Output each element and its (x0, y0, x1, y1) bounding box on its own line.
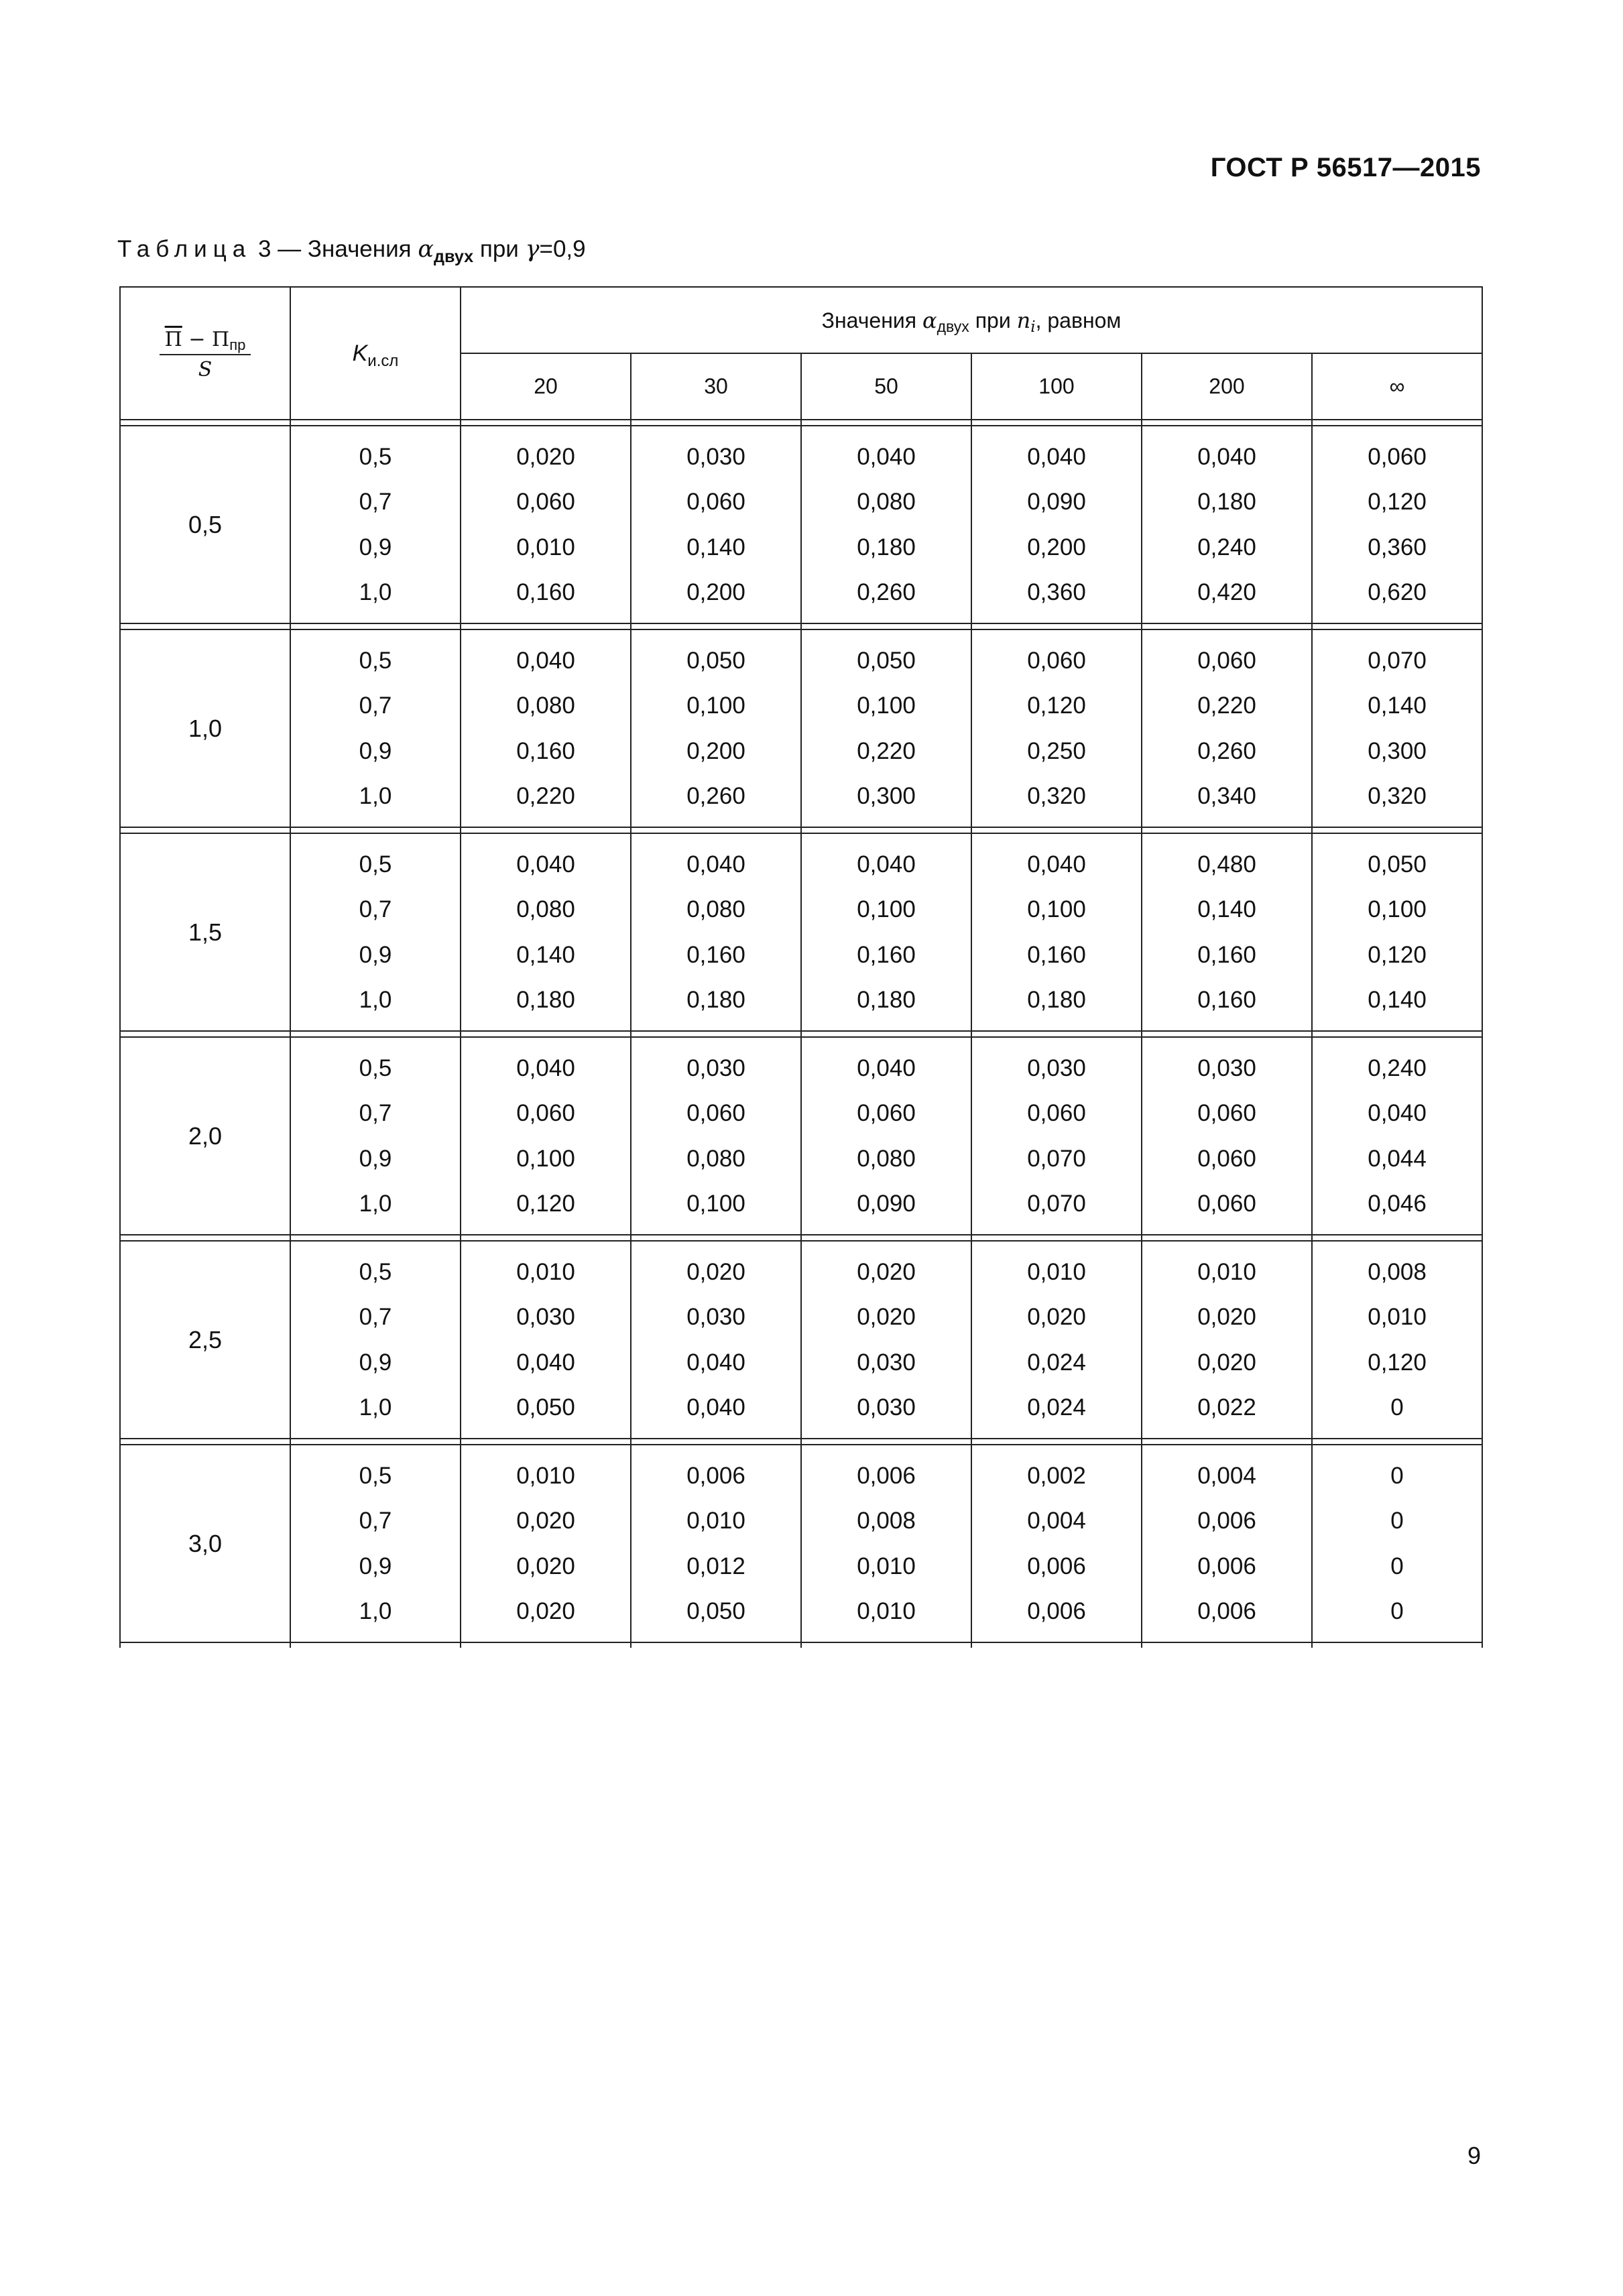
caption-text-before: Значения (307, 236, 412, 262)
alpha-value: 0,220 (516, 783, 575, 809)
alpha-values-cell (801, 1445, 971, 1642)
table-row-group (120, 1445, 1482, 1642)
span-header-n: n (1016, 307, 1031, 333)
alpha-value: 0,070 (1368, 647, 1427, 674)
alpha-value: 0,010 (857, 1553, 916, 1579)
alpha-value: 0,020 (857, 1258, 916, 1285)
group-separator (120, 1235, 1482, 1241)
alpha-value: 0,050 (1368, 851, 1427, 878)
alpha-values-cell (971, 1241, 1142, 1439)
alpha-value: 0,006 (1197, 1553, 1256, 1579)
alpha-value: 0,080 (516, 692, 575, 719)
k-values-cell (290, 1037, 461, 1235)
k-value: 0,7 (359, 692, 392, 719)
alpha-value: 0,260 (1197, 737, 1256, 764)
alpha-value: 0,040 (1368, 1100, 1427, 1126)
alpha-values-cell (1142, 1037, 1312, 1235)
alpha-value: 0,020 (1197, 1349, 1256, 1376)
alpha-value: 0,006 (1027, 1598, 1086, 1624)
k-values-cell (290, 426, 461, 623)
alpha-value: 0,004 (1197, 1462, 1256, 1489)
k-values-cell (290, 1241, 461, 1439)
alpha-value: 0,100 (857, 896, 916, 922)
alpha-values-cell (1142, 1445, 1312, 1642)
alpha-value: 0,012 (686, 1553, 745, 1579)
alpha-value: 0,200 (686, 579, 745, 605)
alpha-value: 0,220 (1197, 692, 1256, 719)
k-value: 0,7 (359, 1304, 392, 1330)
alpha-value: 0,160 (516, 737, 575, 764)
alpha-value: 0,040 (686, 1349, 745, 1376)
span-header-text-mid: при (975, 308, 1011, 333)
alpha-value: 0,022 (1197, 1394, 1256, 1421)
k-value: 0,9 (359, 737, 392, 764)
alpha-value: 0,030 (1197, 1054, 1256, 1081)
k-value: 0,7 (359, 489, 392, 515)
alpha-value: 0 (1390, 1394, 1404, 1421)
alpha-value: 0,004 (1027, 1508, 1086, 1534)
alpha-values-cell (461, 629, 631, 827)
alpha-value: 0,260 (857, 579, 916, 605)
alpha-value: 0,006 (857, 1462, 916, 1489)
caption-word: Таблица (117, 236, 252, 262)
alpha-value: 0,060 (1368, 443, 1427, 470)
alpha-value: 0,100 (686, 1191, 745, 1217)
k-value: 0,7 (359, 1508, 392, 1534)
alpha-values-cell (1142, 629, 1312, 827)
alpha-value: 0,030 (516, 1304, 575, 1330)
k-values-cell (290, 629, 461, 827)
k-value: 0,5 (359, 851, 392, 878)
span-header-alpha: α (922, 307, 937, 333)
ratio-cell: 2,0 (120, 1037, 290, 1235)
table-body (120, 420, 1482, 1648)
alpha-value: 0,050 (857, 647, 916, 674)
alpha-values-cell (1312, 629, 1482, 827)
group-separator (120, 1031, 1482, 1037)
alpha-value: 0,140 (1197, 896, 1256, 922)
alpha-values-cell (971, 629, 1142, 827)
caption-text-mid: при (479, 236, 519, 262)
caption-dash: — (278, 236, 302, 262)
k-value: 0,5 (359, 1462, 392, 1489)
alpha-value: 0,100 (1027, 896, 1086, 922)
alpha-values-cell (801, 1241, 971, 1439)
alpha-values-cell (1312, 1241, 1482, 1439)
alpha-value: 0,060 (1197, 647, 1256, 674)
group-separator (120, 420, 1482, 426)
table-row-group (120, 629, 1482, 827)
alpha-value: 0,180 (686, 987, 745, 1013)
alpha-value: 0,040 (516, 851, 575, 878)
k-header-sub: и.сл (367, 352, 399, 370)
ratio-header-numerator-sub: пр (229, 337, 246, 353)
caption-gamma: γ (525, 236, 540, 263)
alpha-value: 0,060 (1197, 1145, 1256, 1172)
alpha-value: 0,320 (1368, 783, 1427, 809)
table-caption (117, 236, 586, 266)
alpha-value: 0,020 (516, 1598, 575, 1624)
alpha-value: 0,100 (516, 1145, 575, 1172)
alpha-value: 0,360 (1368, 534, 1427, 560)
alpha-values-cell (1312, 426, 1482, 623)
alpha-value: 0,080 (857, 1145, 916, 1172)
alpha-value: 0,090 (857, 1191, 916, 1217)
alpha-values-cell (971, 426, 1142, 623)
span-header-text-before: Значения (821, 308, 917, 333)
alpha-value: 0,010 (1197, 1258, 1256, 1285)
alpha-values-cell (1312, 1037, 1482, 1235)
alpha-value: 0,006 (686, 1462, 745, 1489)
alpha-value: 0,160 (1197, 941, 1256, 968)
alpha-values-cell (461, 1445, 631, 1642)
alpha-value: 0,040 (1027, 851, 1086, 878)
alpha-value: 0,240 (1368, 1054, 1427, 1081)
k-value: 1,0 (359, 1394, 392, 1421)
alpha-value: 0,020 (516, 1553, 575, 1579)
alpha-values-cell (971, 833, 1142, 1031)
alpha-value: 0,040 (1197, 443, 1256, 470)
alpha-values-cell (801, 629, 971, 827)
alpha-value: 0,040 (686, 1394, 745, 1421)
ratio-cell: 3,0 (120, 1445, 290, 1642)
k-value: 0,5 (359, 1258, 392, 1285)
alpha-value: 0,480 (1197, 851, 1256, 878)
alpha-value: 0 (1390, 1508, 1404, 1534)
span-header-alpha-sub: двух (937, 318, 969, 336)
alpha-value: 0,010 (1027, 1258, 1086, 1285)
alpha-value: 0,060 (686, 1100, 745, 1126)
alpha-values-cell (631, 1037, 801, 1235)
k-value: 1,0 (359, 1598, 392, 1624)
alpha-value: 0,220 (857, 737, 916, 764)
alpha-values-cell (801, 426, 971, 623)
alpha-value: 0,070 (1027, 1145, 1086, 1172)
n-value-header: 50 (801, 353, 971, 420)
alpha-value: 0,180 (516, 987, 575, 1013)
alpha-value: 0,320 (1027, 783, 1086, 809)
alpha-values-cell (461, 1241, 631, 1439)
k-values-cell (290, 833, 461, 1031)
alpha-value: 0,020 (516, 443, 575, 470)
group-separator (120, 1439, 1482, 1445)
ratio-cell: 0,5 (120, 426, 290, 623)
table-row-group (120, 426, 1482, 623)
alpha-value: 0,010 (1368, 1304, 1427, 1330)
alpha-value: 0,340 (1197, 783, 1256, 809)
alpha-values-cell (1312, 833, 1482, 1031)
alpha-value: 0,040 (1027, 443, 1086, 470)
span-header-text-after: , равном (1035, 308, 1122, 333)
alpha-values-cell (971, 1445, 1142, 1642)
ratio-header-denominator: S (198, 358, 213, 381)
alpha-value: 0,250 (1027, 737, 1086, 764)
alpha-value: 0,060 (857, 1100, 916, 1126)
alpha-value: 0,020 (857, 1304, 916, 1330)
group-separator (120, 827, 1482, 833)
alpha-value: 0,100 (857, 692, 916, 719)
alpha-value: 0,030 (686, 1054, 745, 1081)
alpha-value: 0,620 (1368, 579, 1427, 605)
n-value-header-infinity: ∞ (1312, 353, 1482, 420)
alpha-value: 0,060 (1027, 1100, 1086, 1126)
alpha-value: 0,160 (1027, 941, 1086, 968)
alpha-values-cell (1142, 1241, 1312, 1439)
k-value: 0,7 (359, 896, 392, 922)
alpha-value: 0,180 (857, 534, 916, 560)
alpha-value: 0,300 (1368, 737, 1427, 764)
alpha-value: 0,160 (516, 579, 575, 605)
alpha-value: 0,060 (516, 1100, 575, 1126)
k-value: 0,5 (359, 443, 392, 470)
alpha-value: 0,040 (857, 1054, 916, 1081)
span-header-n-sub: i (1030, 318, 1036, 337)
alpha-value: 0,140 (686, 534, 745, 560)
alpha-value: 0,010 (516, 1462, 575, 1489)
ratio-header-numerator-symbol: П (164, 328, 182, 351)
alpha-value: 0,050 (686, 647, 745, 674)
alpha-value: 0,010 (516, 534, 575, 560)
alpha-value: 0,100 (686, 692, 745, 719)
group-separator (120, 1642, 1482, 1648)
alpha-value: 0,040 (686, 851, 745, 878)
alpha-value: 0 (1390, 1553, 1404, 1579)
alpha-value: 0,006 (1197, 1598, 1256, 1624)
alpha-values-cell (1312, 1445, 1482, 1642)
alpha-value: 0,020 (1027, 1304, 1086, 1330)
caption-alpha-sub: двух (433, 247, 474, 266)
alpha-values-cell (631, 426, 801, 623)
alpha-value: 0,030 (686, 443, 745, 470)
alpha-value: 0,020 (1197, 1304, 1256, 1330)
alpha-value: 0,160 (857, 941, 916, 968)
alpha-value: 0,024 (1027, 1394, 1086, 1421)
k-value: 0,9 (359, 1553, 392, 1579)
alpha-value: 0,040 (857, 851, 916, 878)
k-value: 1,0 (359, 987, 392, 1013)
alpha-value: 0,140 (1368, 987, 1427, 1013)
alpha-value: 0,010 (516, 1258, 575, 1285)
page-number: 9 (1467, 2142, 1481, 2169)
n-values-span-header (461, 287, 1482, 353)
alpha-value: 0,010 (857, 1598, 916, 1624)
alpha-value: 0,080 (686, 1145, 745, 1172)
alpha-value: 0,240 (1197, 534, 1256, 560)
alpha-value: 0,030 (1027, 1054, 1086, 1081)
caption-number: 3 (257, 236, 272, 262)
k-values-cell (290, 1445, 461, 1642)
table-row-group (120, 1037, 1482, 1235)
alpha-value: 0,060 (686, 489, 745, 515)
alpha-value: 0,100 (1368, 896, 1427, 922)
ratio-cell: 1,5 (120, 833, 290, 1031)
alpha-values-cell (461, 1037, 631, 1235)
alpha-values-cell (801, 833, 971, 1031)
alpha-value: 0,180 (857, 987, 916, 1013)
k-header-symbol: K (352, 341, 368, 366)
group-separator (120, 623, 1482, 629)
n-value-header: 20 (461, 353, 631, 420)
alpha-value: 0,080 (516, 896, 575, 922)
k-value: 1,0 (359, 1191, 392, 1217)
alpha-value: 0,120 (1368, 941, 1427, 968)
alpha-value: 0,030 (686, 1304, 745, 1330)
alpha-value: 0,040 (516, 647, 575, 674)
ratio-cell: 2,5 (120, 1241, 290, 1439)
k-value: 0,9 (359, 534, 392, 560)
alpha-value: 0,030 (857, 1394, 916, 1421)
alpha-values-cell (461, 833, 631, 1031)
alpha-value: 0,002 (1027, 1462, 1086, 1489)
alpha-value: 0,260 (686, 783, 745, 809)
alpha-value: 0,360 (1027, 579, 1086, 605)
alpha-value: 0,044 (1368, 1145, 1427, 1172)
alpha-value: 0,050 (516, 1394, 575, 1421)
n-value-header: 100 (971, 353, 1142, 420)
table-row-group (120, 1241, 1482, 1439)
alpha-values-cell (631, 1445, 801, 1642)
alpha-value: 0,120 (516, 1191, 575, 1217)
alpha-value: 0,060 (1197, 1100, 1256, 1126)
alpha-values-cell (1142, 426, 1312, 623)
alpha-value: 0,020 (686, 1258, 745, 1285)
k-value: 0,9 (359, 941, 392, 968)
table-row-group (120, 833, 1482, 1031)
alpha-value: 0 (1390, 1598, 1404, 1624)
caption-gamma-value: =0,9 (539, 236, 586, 262)
alpha-value: 0,200 (686, 737, 745, 764)
alpha-value: 0,060 (1197, 1191, 1256, 1217)
alpha-value: 0,050 (686, 1598, 745, 1624)
alpha-value: 0,120 (1368, 489, 1427, 515)
alpha-value: 0,040 (516, 1054, 575, 1081)
k-value: 0,9 (359, 1145, 392, 1172)
alpha-values-cell (1142, 833, 1312, 1031)
ratio-column-header (120, 287, 290, 420)
caption-alpha: α (418, 236, 434, 263)
alpha-value: 0,300 (857, 783, 916, 809)
alpha-value: 0,160 (1197, 987, 1256, 1013)
alpha-value: 0,160 (686, 941, 745, 968)
alpha-value: 0,040 (516, 1349, 575, 1376)
alpha-value: 0,080 (857, 489, 916, 515)
alpha-value: 0,060 (516, 489, 575, 515)
document-standard-header: ГОСТ Р 56517—2015 (1210, 153, 1481, 182)
alpha-value: 0,120 (1027, 692, 1086, 719)
alpha-value: 0,180 (1197, 489, 1256, 515)
ratio-header-minus: − П (182, 328, 230, 351)
alpha-value: 0,080 (686, 896, 745, 922)
alpha-value: 0,008 (1368, 1258, 1427, 1285)
alpha-value: 0,200 (1027, 534, 1086, 560)
k-value: 1,0 (359, 579, 392, 605)
alpha-value: 0,008 (857, 1508, 916, 1534)
alpha-value: 0 (1390, 1462, 1404, 1489)
k-value: 0,9 (359, 1349, 392, 1376)
alpha-values-cell (461, 426, 631, 623)
alpha-value: 0,140 (1368, 692, 1427, 719)
alpha-value: 0,070 (1027, 1191, 1086, 1217)
alpha-value: 0,420 (1197, 579, 1256, 605)
k-value: 1,0 (359, 783, 392, 809)
k-value: 0,5 (359, 647, 392, 674)
k-column-header (290, 287, 461, 420)
alpha-value: 0,024 (1027, 1349, 1086, 1376)
n-value-header: 30 (631, 353, 801, 420)
alpha-values-cell (971, 1037, 1142, 1235)
k-value: 0,5 (359, 1054, 392, 1081)
alpha-values-cell (631, 1241, 801, 1439)
alpha-value: 0,040 (857, 443, 916, 470)
alpha-value: 0,030 (857, 1349, 916, 1376)
alpha-values-cell (801, 1037, 971, 1235)
alpha-value: 0,006 (1027, 1553, 1086, 1579)
alpha-value: 0,120 (1368, 1349, 1427, 1376)
n-value-header: 200 (1142, 353, 1312, 420)
alpha-value: 0,046 (1368, 1191, 1427, 1217)
alpha-value: 0,006 (1197, 1508, 1256, 1534)
alpha-value: 0,140 (516, 941, 575, 968)
alpha-values-table (119, 286, 1483, 1648)
k-value: 0,7 (359, 1100, 392, 1126)
alpha-value: 0,090 (1027, 489, 1086, 515)
alpha-value: 0,010 (686, 1508, 745, 1534)
alpha-value: 0,060 (1027, 647, 1086, 674)
alpha-value: 0,180 (1027, 987, 1086, 1013)
alpha-values-cell (631, 833, 801, 1031)
ratio-cell: 1,0 (120, 629, 290, 827)
alpha-value: 0,020 (516, 1508, 575, 1534)
alpha-values-cell (631, 629, 801, 827)
